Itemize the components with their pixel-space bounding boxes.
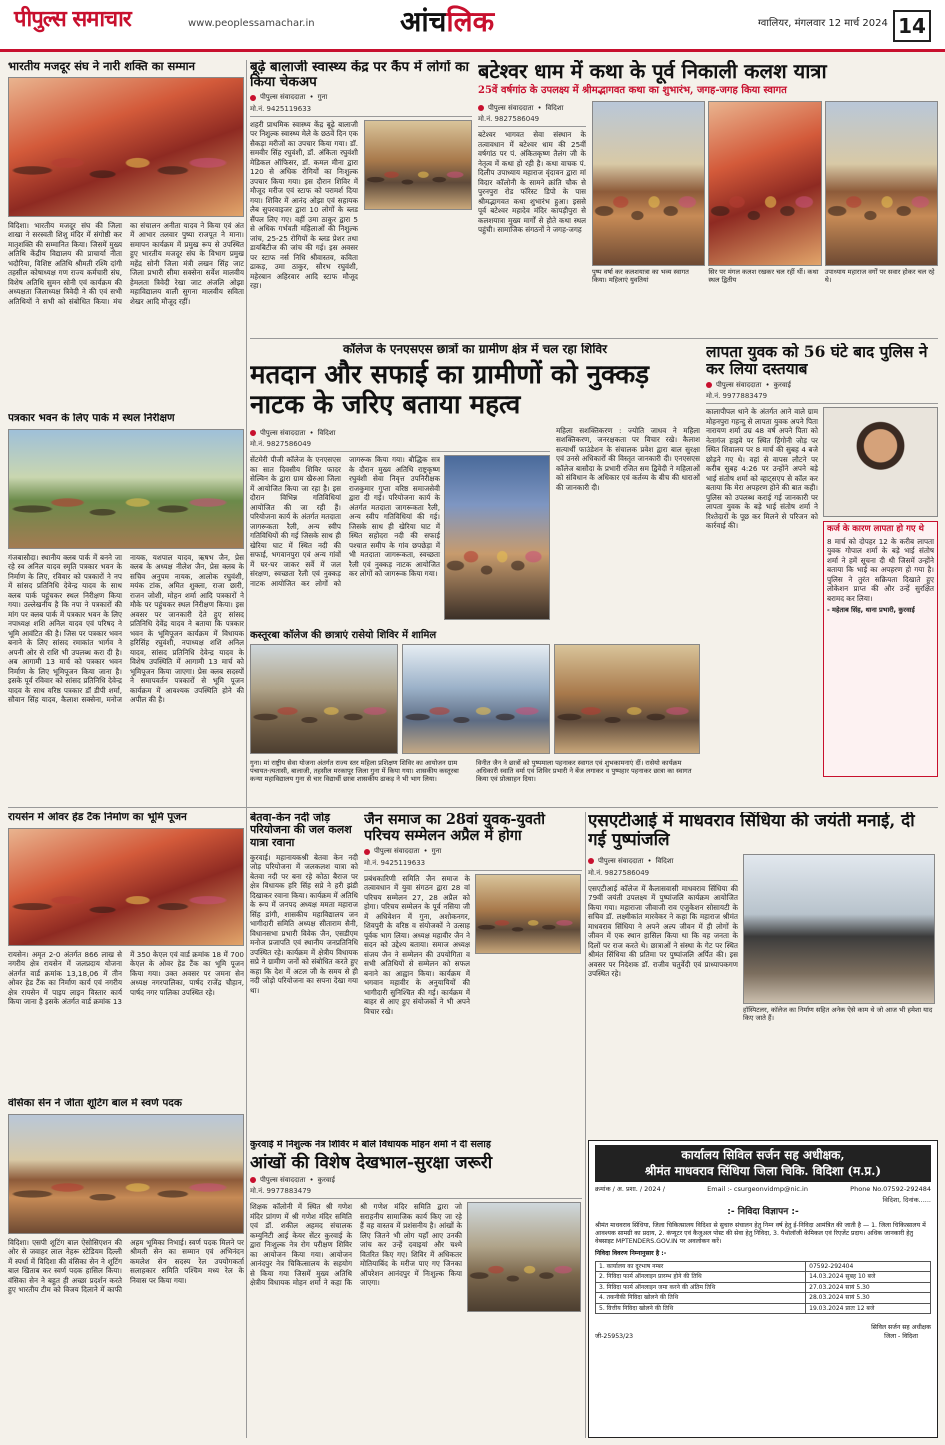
- story-photo: [823, 407, 938, 517]
- page-number: 14: [893, 10, 931, 42]
- story-headline[interactable]: बूढ़े बालाजी स्वास्थ्य केंद्र पर कैंप में लोगों का किया चेकअप: [250, 60, 469, 91]
- story-photo: [592, 101, 705, 266]
- reporter-mobile: मो.नं. 9425119633: [364, 859, 582, 871]
- reporter-mobile: मो.नं. 9827586049: [588, 869, 738, 881]
- byline: पीपुल्स संवाददाता • गुना: [250, 93, 472, 102]
- edition-date: ग्वालियर, मंगलवार 12 मार्च 2024: [758, 18, 888, 29]
- story-kicker: कुरवाई में निशुल्क नेत्र शिविर में बोले विधायक मोहन शर्मा ने दी सलाह: [250, 1140, 491, 1150]
- story-bateshwar-kalash: [478, 60, 938, 335]
- reporter-mobile: मो.नं. 9977883479: [250, 1187, 582, 1199]
- story-body: गंजबासौदा। स्थानीय क्लब पार्क में बनने जा रहे स्व अनिल यादव स्मृति पत्रकार भवन के निर्माण के लिए, रविवार को पत्रकारों ने नप में सांसद प्रतिनिधि देवेन्द्र यादव के साथ क्लब पार्क पहुंचकर स्थल निरीक्षण किया गया। उल्लेखनीय है कि नपा ने पत्रकारों की मांग पर क्लब पार्क में पत्रकार भवन के लिए नपाध्यक्ष शशि अनिल यादव एवं परिषद ने भूमि आवंटित की है। जिस पर पत्रकार भवन बनाने के लिए सांसद रमाकांत भार्गव ने अपनी ओर से राशि भी उपलब्ध करा दी है। अब आगामी 13 मार्च को पत्रकार भवन निर्माण के लिए भूमिपूजन किया जाना है। इसके पूर्व रविवार को सांसद प्रतिनिधि देवेन्द्र यादव के साथ वरिष्ठ पत्रकार डॉ डीपी शर्मा, सौवान सिंह यादव, कैलाश सक्सेना, मनोज नायक, यशपाल यादव, ऋषभ जैन, प्रेस क्लब के अध्यक्ष नीलेश जैन, प्रेस क्लब के सचिव अनुपम नायक, आलोक रघुवंशी, मयंक टांक, अमित शुक्ला, राजा छारी, राजन जोशी, मोहन शर्मा आदि पत्रकारों ने मौके पर पहुंचकर स्थल निरीक्षण किया। इस अवसर पर जानकारी देते हुए सांसद प्रतिनिधि देवेंद्र यादव ने बताया कि पत्रकार भवन के भूमिपूजन कार्यक्रम में विधायक हरिसिंह रघुवंशी, नपाध्यक्ष शशि अनिल यादव, सांसद प्रतिनिधि देवेन्द्र यादव के विशेष उपस्थिति में आगामी 13 मार्च को भूमिपूजन किया जाएगा। प्रेस क्लब सदस्यों ने समापवर्तन पत्रकारों से भूमि पूजन कार्यक्रम में आवश्यक उपस्थिति होने की अपील की है।: [8, 552, 244, 705]
- story-body: सेंटमेरी पीजी कॉलेज के एनएसएस का सात दिवसीय शिविर फादर सेल्विन के द्वारा ग्राम खैरुआ जिला में आयोजित किया जा रहा है। इस दौरान विभिन्न गतिविधियां आयोजित की जा रही हैं। परियोजना कार्य के अंतर्गत मतदाता जागरूकता रैली, अन्य स्वीप गतिविधियों की गई जिसके साथ ही खेरिया घाट में स्थित नदी की सफाई, भगवानपुरा एवं अन्य गांवों में घर-घर जाकर सर्वे में जल संरक्षण, स्वच्छता रैली एवं नुक्कड़ नाटक आयोजित कर लोगों को जागरूक किया गया। बौद्धिक सत्र के दौरान मुख्य अतिथि राष्ट्रकृष्ण रघुवंशी सेवा निवृत्त उपनिरीक्षक राजकुमार गुप्ता वरिष्ठ समाजसेवी द्वारा दी गई। परियोजना कार्य के अंतर्गत मतदाता जागरूकता रैली, अन्य स्वीप गतिविधियां की गई। जिसके साथ ही खेरिया घाट में स्थित सहोदरा नदी की सफाई पश्चात समीप के गांव छपछेड़ा में भी मतदाता जागरूकता, स्वच्छता रैली एवं नुक्कड़ नाटक आयोजित कर लोगों को जागरूक किया गया।: [250, 455, 440, 588]
- table-row: 1. कार्यालय का दूरभाष नम्बर 07592-292404: [596, 1261, 931, 1272]
- story-photo: [444, 455, 550, 620]
- table-row: 2. निविदा फार्म ऑनलाइन प्रारम्भ होने की तिथि 14.03.2024 सुबह 10 बजे: [596, 1272, 931, 1283]
- byline-dot-icon: [250, 1177, 256, 1183]
- story-photo: [8, 828, 244, 946]
- column-divider: [246, 60, 247, 1438]
- column-divider: [585, 812, 586, 1438]
- byline: पीपुल्स संवाददाता • कुरवाई: [706, 381, 938, 390]
- story-headline[interactable]: बटेश्वर धाम में कथा के पूर्व निकाली कलश यात्रा: [478, 60, 827, 83]
- byline-dot-icon: [364, 849, 370, 855]
- story-headline[interactable]: वंसिका सेन ने जीता शूटिंग बाल में स्वर्ण पदक: [8, 1098, 182, 1109]
- divider: [8, 807, 938, 808]
- section-title: आंचलिक: [400, 5, 495, 38]
- story-body: शिक्षक कॉलोनी में स्थित श्री गणेश मंदिर प्रांगण में श्री गणेश मंदिर समिति एवं डॉ. शकील अहमद संचालक कम्युनिटी आई केयर सेंटर कुरवाई के द्वारा निःशुल्क नेत्र रोग परीक्षण शिविर का आयोजन किया गया। आयोजन आनंदपुर नेत्र चिकित्सालय के सहयोग से किया गया जिसमें मुख्य अतिथि क्षेत्रीय विधायक मोहन शर्मा ने कहा कि श्री गणेश मंदिर समिति द्वारा जो सराहनीय सामाजिक कार्य किए जा रहे हैं वह वास्तव में प्रशंसनीय है। आंखों के लिए जितने भी लोग यहाँ आए उनकी जांच कर उन्हें दवाइयां और चश्मे वितरित किए गए। शिविर में अधिकतर मोतियाबिंद के मरीज पाए गए जिनका ऑपरेशन आनंदपुर में निःशुल्क किया जाएगा।: [250, 1202, 462, 1288]
- story-betwa-ken: [250, 812, 358, 1132]
- newspaper-logo[interactable]: पीपुल्स समाचार: [14, 6, 131, 32]
- story-raisen-tank: [8, 812, 244, 1092]
- byline-dot-icon: [588, 858, 594, 864]
- table-row: 5. वित्तीय निविदा खोलने की तिथि 19.03.2024 प्रातः 12 बजे: [596, 1303, 931, 1314]
- quote-box-body: 8 मार्च को दोपहर 12 के करीब लापता युवक गोपाल शर्मा के बड़े भाई संतोष शर्मा ने हमें सूचना दी थी जिसमें उन्होंने बताया कि भाई का अपहरण हो गया है। पुलिस ने तुरंत सक्रियता दिखाते हुए लोकेशन प्राप्त की और उन्हें सुरक्षित बरामद कर लिया।: [827, 536, 934, 603]
- story-nss-camp: [250, 343, 700, 803]
- byline-dot-icon: [478, 105, 484, 111]
- ad-date-row: विदिशा, दिनांक......: [882, 1196, 931, 1205]
- story-kicker: कॉलेज के एनएसएस छात्रों का ग्रामीण क्षेत्र में चल रहा शिविर: [342, 343, 608, 356]
- story-body: कुरवाई। महानायकश्री बेतवा केन नदी जोड़ परियोजना में जलकलश यात्रा को बेतवा नदी पर बना रहे कोठा बैराज पर क्षेत्र विधायक हरि सिंह सप्रे ने हरी झंडी दिखाकर रवाना किया। कार्यक्रम में अतिथि के रूप में जनपद अध्यक्ष ममता महाराज सिंह डांगी, शासकीय महाविद्यालय जन भागीदारी समिति अध्यक्ष सीताराम सैनी, विधानसभा प्रभारी विवेक जैन, एसडीएम मनोज प्रजापति एवं स्थानीय जनप्रतिनिधि उपस्थित रहे। कार्यक्रम में क्षेत्रीय विधायक सप्रे ने ग्रामीण जनों को संबोधित करते हुए कहा कि देश में अटल जी के समय से ही नदी जोड़ो परियोजना का सपना देखा गया था।: [250, 852, 358, 995]
- ad-table-title: निविदा विवरण निम्नानुसार है :-: [595, 1249, 667, 1257]
- story-photo: [8, 429, 244, 549]
- tender-schedule-table: [595, 1261, 931, 1315]
- story-body: बटेश्वर भागवत सेवा संस्थान के तत्वावधान में बटेश्वर धाम की 25वीं वर्षगांठ पर पं. अंकितकृष्ण तैलंग जी के नेतृत्व में कथा हो रही है। कथा वाचक पं. दिलीप उपाध्याय महाराज वृंदावन द्वारा मां विदार कॉलोनी के सामने क्रांति चौक से पुरनपुरा रोड फॉरेस्ट डिपो के पास श्रीमद्भागवत कथा शुभारंभ हुआ। इससे पूर्व बटेश्वर महादेव मंदिर कापड़ीपुरा से कलशयात्रा मुख्य मार्गों से होते कथा स्थल पहुंची। सामाजिक संगठनों ने जगह-जगह: [478, 130, 586, 235]
- photo-caption: पुष्प वर्षा कर कलशयात्रा का भव्य स्वागत किया। महिलाएं युवतियां: [592, 267, 689, 284]
- byline-dot-icon: [250, 430, 256, 436]
- story-body: कालापीपल थाने के अंतर्गत आने वाले ग्राम मोहनपुरा गहन्दु से लापता युवक अपने पिता नारायण शर्मा उम्र 48 वर्ष अपने पिता को नेतागंज हाइवे पर स्थित हिंगोनी जोड़ पर स्थित शिवालय पर 8 मार्च की सुबह 4 बजे छोड़ने गए थे। वहां से वापस लौटने पर करीब सुबह 4:26 पर उन्होंने अपने बड़े भाई संतोष शर्मा को व्हाट्सएप से कॉल कर बताया कि मेरा अपहरण होने की बात कही। पुलिस को उपलब्ध कराई गई जानकारी पर लापता युवक के बड़े भाई संतोष शर्मा ने रिश्तेदारों के पूछ कर मिलने से परिजन को कार्रवाई की।: [706, 407, 818, 531]
- reporter-mobile: मो.नं. 9977883479: [706, 392, 938, 404]
- story-body: प्रबंधकारिणी समिति जैन समाज के तत्वावधान में युवा संगठन द्वारा 28 वां परिचय सम्मेलन 27, 28 अप्रैल को होगा। परिचय सम्मेलन के पूर्व नसिया जी में अधिवेशन में गुना, अशोकनगर, शिवपुरी के वरिष्ठ व संयोजकों ने उत्साह पूर्वक भाग लिया। अध्यक्ष महावीर जैन ने सदन को उद्देश्य बताया। समाज अध्यक्ष संजय जैन ने सम्मेलन की उपयोगिता व सभी अतिथियों से सम्मेलन को सफल बनाने का आह्वान किया। कार्यक्रम में भगवान महावीर के अनुयायियों की भागीदारी सुनिश्चित की गई। कार्यक्रम में बाहर से आए हुए संयोजकों ने भी अपने विचार रखे।: [364, 873, 470, 1016]
- story-body: एसएटीआई कॉलेज में कैलासवासी माधवराव सिंधिया की 79वीं जयंती उपलक्ष्य में पुष्पांजलि कार्यक्रम आयोजित किया गया। महाराजा जीवाजी राव एजुकेशन सोसायटी के सचिव डॉ. लक्ष्मीकांत मारवेकर ने कहा कि महाराज श्रीमंत माधवराव सिंधिया ने अपने अल्प जीवन में ही लोगों के जीवन में एक स्थान हासिल किया था कि वह जनता के दिलों पर राज करते थे। छात्राओं ने संस्था के गेट पर स्थित श्रीमंत सिंधिया की प्रतिमा पर पुष्पांजलि अर्पित की। इस अवसर पर निदेशक डॉ. राजीव चतुर्वेदी एवं प्राध्यापकगण उपस्थित रहे।: [588, 883, 738, 979]
- table-row: 3. निविदा फार्म ऑनलाइन जमा करने की अंतिम तिथि 27.03.2024 सायं 5.30: [596, 1282, 931, 1293]
- story-eye-camp: [250, 1140, 582, 1438]
- story-body-women-empowerment: महिला सशक्तिकरण : ज्योति जाधव ने महिला सशक्तिकरण, जनरक्षकता पर विचार रखे। कैलाश सत्यार्थी फाउंडेशन के संचालक प्रवेश द्वारा बाल सुरक्षा एवं उनसे अधिकारों की विस्तृत जानकारी दी। एनएसएस कॉलेज बासौदा के प्रभारी रजित सम द्विवेदी ने महिलाओं को संविधान के अधिकार एवं कर्तव्य के बीच की धाराओं की जानकारी दी।: [556, 425, 700, 492]
- story-headline[interactable]: भारतीय मजदूर संघ ने नारी शक्ति का सम्मान: [8, 60, 195, 73]
- ad-ref-row: क्रमांक / अ. प्रशा. / 2024 / Email :- csurgeonvidmp@nic.in Phone No.07592-292484: [595, 1185, 931, 1194]
- ad-title: कार्यालय सिविल सर्जन सह अधीक्षक, श्रीमंत माधवराव सिंधिया जिला चिकि. विदिशा (म.प्र.): [595, 1145, 931, 1182]
- story-bms-women: [8, 60, 244, 405]
- story-photo: [743, 854, 935, 1004]
- reporter-mobile: मो.नं. 9827586049: [250, 440, 550, 452]
- ad-signature: सिविल सर्जन सह अधीक्षक जिला - विदिशा: [871, 1324, 931, 1340]
- story-scindia-jayanti: [588, 812, 938, 1134]
- story-body: विदिशा। भारतीय मजदूर संघ की जिला शाखा ने सरस्वती शिशु मंदिर में संगोष्ठी कर मातृशक्ति की सम्मानित किया। जिसमें मुख्य अतिथि केंद्रीय विद्यालय की प्राचार्या नीता भदौरिया, विशिष्ट अतिथि श्रीमती रश्मि दांगी तहसील कोषाध्यक्ष गण राज्य कर्मचारी संघ, विशेष अतिथि सुमन सोनी एवं कार्यक्रम की अध्यक्षता जिलाध्यक्ष त्रिवेदी ने की एवं सभी अतिथियों ने सभी को संबोधित किया। मंच का संचालन अनीता यादव ने किया एवं अंत में आभार तलवार पुष्पा राजपूत ने माना। समापन कार्यक्रम में प्रमुख रूप से उपस्थित हुए भारतीय मजदूर संघ के विभाग प्रमुख महेंद्र सोनी जिला मंत्री लखन सिंह जाट जिला प्रभारी सीमा सक्सेना सर्वेश मालवीय हेमलता त्रिवेदी रेखा जाट अंजलि ओझा महाविद्यालय वाली सुगना मालवीय सविता शेखर आदि मौजूद रहीं।: [8, 220, 244, 306]
- byline: पीपुल्स संवाददाता • कुरवाई: [250, 1176, 582, 1185]
- story-headline[interactable]: जैन समाज का 28वां युवक-युवती परिचय सम्मेलन अप्रैल में होगा: [364, 812, 545, 845]
- story-photo: [825, 101, 938, 266]
- story-photo: [554, 644, 700, 754]
- divider: [250, 338, 938, 339]
- story-journalist-bhawan: [8, 413, 244, 803]
- reporter-mobile: मो.नं. 9827586049: [478, 115, 586, 127]
- byline: पीपुल्स संवाददाता • गुना: [364, 847, 582, 856]
- story-photo: [250, 644, 398, 754]
- story-photo: [8, 1114, 244, 1234]
- ad-notice-title: :- निविदा विज्ञापन :-: [727, 1207, 799, 1218]
- story-photo: [402, 644, 550, 754]
- story-headline[interactable]: आंखों की विशेष देखभाल-सुरक्षा जरूरी: [250, 1152, 493, 1173]
- story-headline[interactable]: लापता युवक को 56 घंटे बाद पुलिस ने कर लिया दस्तयाब: [706, 343, 928, 379]
- story-body: विदिशा। एसपी शूटिंग बाल ऐसोसिएशन की ओर से जवाहर लाल नेहरू स्टेडियम दिल्ली में स्पर्धा में विदिशा की वंसिका सेन ने शूटिंग बाल खिताब कर स्वर्ण पदक हासिल किया। वंसिका सेन ने बहुत ही अच्छा प्रदर्शन करते हुए भारतीय टीम को विजय दिलाने में काफी अहम भूमिका निभाई। स्वर्ण पदक मिलने पर श्रीमती सेन का सम्मान एवं अभिनंदन कमलेश सेन सदस्य रेल उपयोगकर्ता सलाहकार समिति पश्चिम मध्य रेल के निवास पर किया गया।: [8, 1237, 244, 1295]
- tender-notice-ad: [588, 1140, 938, 1438]
- story-photo: [8, 77, 244, 217]
- byline-dot-icon: [706, 382, 712, 388]
- byline: पीपुल्स संवाददाता • विदिशा: [250, 429, 550, 438]
- ad-body: श्रीमंत माधवराव सिंधिया, जिला चिकित्सालय विदिशा से सुचारु संचालन हेतु निम्न वर्ष हेतु ई-निविदा आमंत्रित की जाती है — 1. जिला चिकित्सालय में आवश्यक सामग्री का प्रदाय, 2. कंप्यूटर एवं कैजुअल पोस्ट की सेवा हेतु निविदा, 3. पैथोलॉजी केमिकल एवं रिएजेंट प्रदाय। अधिक जानकारी हेतु वेबसाइट MPTENDERS.GOV.IN पर अवलोकन करें।: [595, 1221, 926, 1245]
- story-photo: [467, 1202, 581, 1312]
- story-photo: [475, 874, 581, 954]
- story-headline[interactable]: पत्रकार भवन के लिए पार्क में स्थल निरीक्षण: [8, 413, 175, 424]
- story-missing-youth: [706, 343, 938, 803]
- story-headline[interactable]: मतदान और सफाई का ग्रामीणों को नुक्कड़ नाटक के जरिए बताया महत्व: [250, 360, 650, 420]
- photo-caption: उपाध्याय महाराज वर्गों पर सवार होकर चल रहे थे।: [824, 267, 935, 284]
- story-photo: [364, 120, 472, 210]
- photo-caption: विनीत जैन ने छात्रों को पुष्पमाला पहनाकर स्वागत एवं शुभकामनाएं दीं। रासेयो कार्यक्रम अधिकारी स्वाति वर्मा एवं शिविर प्रभारी ने बेंज लगाकर व पुष्पहार पहनाकर छात्रा का स्वागत किया एवं प्रोत्साहन दिया।: [476, 758, 692, 784]
- byline: पीपुल्स संवाददाता • विदिशा: [478, 104, 586, 113]
- photo-caption: गुना। मां राष्ट्रीय सेवा योजना अंतर्गत राज्य स्तर महिला प्रशिक्षण शिविर का आयोजन ग्राम पंचायत-त्यतासी, बालाजी, तहसील मरकापूर जिला गुना में किया गया। शासकीय कस्तूरबा कन्या महाविद्यालय गुना से चार विद्यार्थी छात्रा शासकीय ढाकड़ ने भी भाग लिया।: [250, 758, 459, 784]
- story-jain-sammelan: [364, 812, 582, 1132]
- ad-code: जी-25953/23: [595, 1332, 634, 1340]
- story-body: रायसेन। अमृत 2-0 अंतर्गत 866 लाख से नगरीय क्षेत्र रायसेन में जलप्रदाय योजना अंतर्गत वार्ड क्रमांक 13,18,06 में तीन ओवर हेड टैंक का निर्माण कार्य एवं नगरीय क्षेत्र रायसेन में पाइप लाइन विस्तार कार्य किया जाना है इसके अंतर्गत वार्ड क्रमांक 13 में 350 केएल एवं वार्ड क्रमांक 18 में 700 केएल के ओवर हेड टैंक का भूमि पूजन किया गया। उक्त अवसर पर जमना सेन अध्यक्ष नगरपालिका, पार्षद राजेंद्र चौहान, पार्षद नगर पालिका उपस्थित रहे।: [8, 949, 244, 1007]
- story-body: शहरी प्राथमिक स्वास्थ्य केंद्र बूढ़े बालाजी पर निशुल्क स्वास्थ्य मेले के छठवें दिन एक सैकड़ा मरीजों का उपचार किया गया। डॉ. समवीर सिंह रघुवंशी, डॉ. अंकिता रघुवंशी मेडिकल ऑफिसर, डॉ. कमल मीना द्वारा 120 से अधिक रोगियों का निःशुल्क उपचार किया गया। इस दौरान शिविर में मौजूद मरीज एवं स्टाफ को परामर्श दिया गया। शिविर में आनंद ओझा एवं सहायक लैब सुपरवाइजर द्वारा 10 लोगों के ब्लड सैंपल लिए गए। वहीं उमा ठाकुर द्वारा 5 से अधिक गर्भवती महिलाओं की निशुल्क जांच, 25-25 रोगियों के ब्लड प्रेशर तथा डायबिटीज की जांच की गई। इस अवसर पर स्टाफ नर्स निधि श्रीवास्तव, कविता ढाकड़, उमा ठाकुर, सौरभ रघुवंशी, महेरबान अहिरवार आदि स्टाफ मौजूद रहा।: [250, 119, 358, 291]
- masthead: [0, 0, 945, 52]
- quote-box: [823, 521, 938, 777]
- story-photo: [708, 101, 821, 266]
- photo-caption: हॉस्पिटलर, कॉलेज का निर्माण सहित अनेक ऐसे काम थे जो आज भी हमेशा याद किए जाते हैं।: [743, 1006, 933, 1023]
- byline-dot-icon: [250, 95, 256, 101]
- quote-box-author: - महेताब सिंह, थाना प्रभारी, कुरवाई: [827, 606, 915, 615]
- story-headline[interactable]: बेतवा-केन नदी जोड़ परियोजना की जल कलश यात्रा रवाना: [250, 812, 352, 849]
- story-health-camp: [250, 60, 472, 335]
- photo-story-title[interactable]: कस्तूरबा कॉलेज की छात्राएं रासेयो शिविर में शामिल: [250, 629, 437, 641]
- byline: पीपुल्स संवाददाता • विदिशा: [588, 857, 738, 866]
- story-headline[interactable]: रायसेन में ओवर हेड टैंक निर्माण का भूमि पूजन: [8, 812, 187, 823]
- photo-caption: सिर पर मंगल कलश रखकर चल रहीं थीं। कथा स्थल द्वितीय: [708, 267, 819, 284]
- reporter-mobile: मो.नं. 9425119633: [250, 105, 472, 117]
- table-row: 4. तकनीकी निविदा खोलने की तिथि 28.03.2024 सायं 5.30: [596, 1293, 931, 1304]
- story-shooting-ball: [8, 1098, 244, 1438]
- story-headline[interactable]: एसएटीआई में माधवराव सिंधिया की जयंती मनाई, दी गई पुष्पांजलि: [588, 812, 915, 851]
- website-url[interactable]: www.peoplessamachar.in: [188, 18, 315, 29]
- quote-box-title: कर्ज के कारण लापता हो गए थे: [827, 524, 924, 535]
- story-subhead: 25वें वर्षगांठ के उपलक्ष्य में श्रीमद्भागवत कथा का शुभारंभ, जगह-जगह किया स्वागत: [478, 85, 787, 97]
